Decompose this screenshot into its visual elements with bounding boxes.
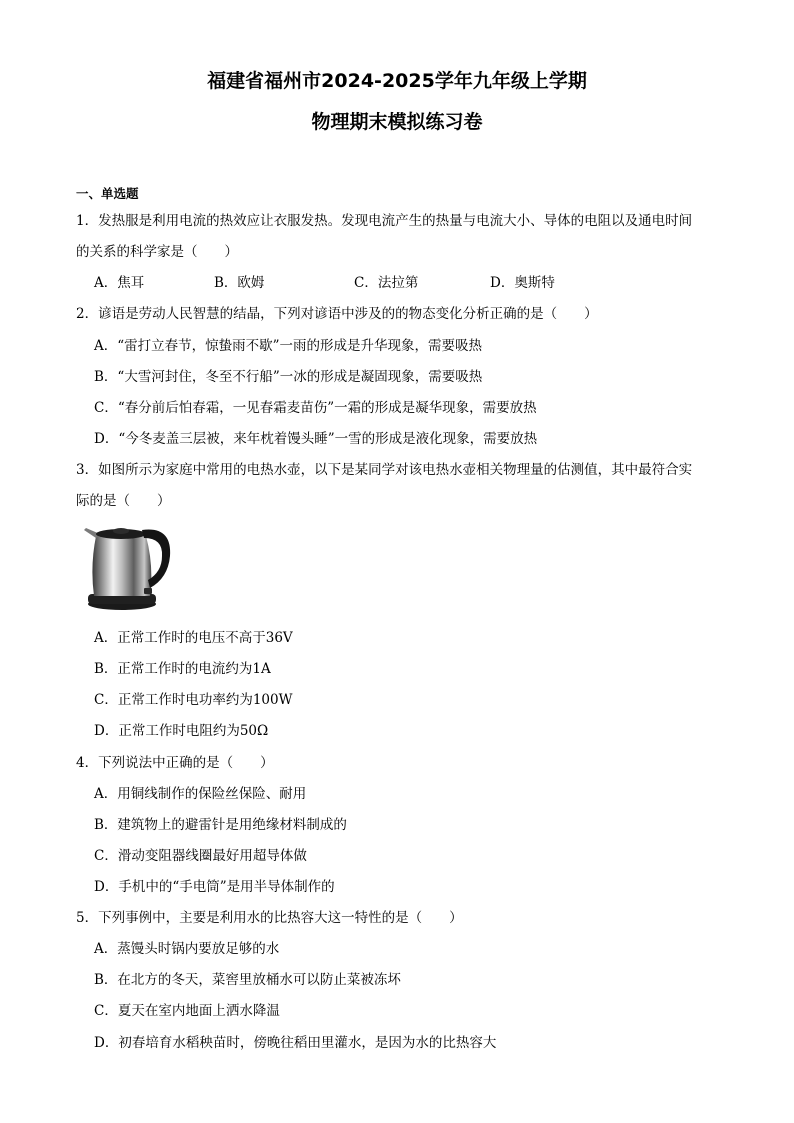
question-3-option-c: C．正常工作时电功率约为100W bbox=[94, 692, 293, 708]
electric-kettle-image bbox=[82, 516, 174, 612]
question-3-option-d: D．正常工作时电阻约为50Ω bbox=[94, 723, 269, 739]
question-2-stem: 2．谚语是劳动人民智慧的结晶，下列对谚语中涉及的的物态变化分析正确的是（ ） bbox=[76, 306, 598, 322]
question-5-option-b: B．在北方的冬天，菜窖里放桶水可以防止菜被冻坏 bbox=[94, 972, 401, 988]
exam-title-line-1: 福建省福州市2024-2025学年九年级上学期 bbox=[207, 70, 587, 92]
question-5-option-a: A．蒸馒头时锅内要放足够的水 bbox=[94, 941, 280, 957]
question-2-option-b: B．“大雪河封住，冬至不行船”一冰的形成是凝固现象，需要吸热 bbox=[94, 369, 483, 385]
question-2-option-d: D．“今冬麦盖三层被，来年枕着馒头睡”一雪的形成是液化现象，需要放热 bbox=[94, 431, 538, 447]
question-5-option-c: C．夏天在室内地面上洒水降温 bbox=[94, 1003, 280, 1019]
question-4-option-d: D．手机中的“手电筒”是用半导体制作的 bbox=[94, 879, 335, 895]
question-4-option-a: A．用铜线制作的保险丝保险、耐用 bbox=[94, 786, 307, 802]
question-1-option-a: A．焦耳 bbox=[94, 275, 145, 291]
question-3-stem-line-2: 际的是（ ） bbox=[76, 493, 171, 509]
question-1-option-c: C．法拉第 bbox=[354, 275, 419, 291]
question-5-stem: 5．下列事例中，主要是利用水的比热容大这一特性的是（ ） bbox=[76, 910, 463, 926]
question-1-option-b: B．欧姆 bbox=[214, 275, 265, 291]
question-4-option-c: C．滑动变阻器线圈最好用超导体做 bbox=[94, 848, 307, 864]
question-2-option-c: C．“春分前后怕春霜，一见春霜麦苗伤”一霜的形成是凝华现象，需要放热 bbox=[94, 400, 537, 416]
question-1-option-d: D．奥斯特 bbox=[490, 275, 555, 291]
question-1-stem-line-1: 1．发热服是利用电流的热效应让衣服发热。发现电流产生的热量与电流大小、导体的电阻以及通电时间 bbox=[76, 213, 693, 229]
question-5-option-d: D．初春培育水稻秧苗时，傍晚往稻田里灌水，是因为水的比热容大 bbox=[94, 1035, 497, 1051]
question-4-stem: 4．下列说法中正确的是（ ） bbox=[76, 755, 274, 771]
section-header: 一、单选题 bbox=[76, 186, 139, 201]
question-3-option-a: A．正常工作时的电压不高于36V bbox=[94, 630, 293, 646]
question-3-stem-line-1: 3．如图所示为家庭中常用的电热水壶，以下是某同学对该电热水壶相关物理量的估测值，其中最符合实 bbox=[76, 462, 693, 478]
question-4-option-b: B．建筑物上的避雷针是用绝缘材料制成的 bbox=[94, 817, 347, 833]
question-2-option-a: A．“雷打立春节，惊蛰雨不歇”一雨的形成是升华现象，需要吸热 bbox=[94, 338, 483, 354]
exam-title-line-2: 物理期末模拟练习卷 bbox=[311, 111, 483, 133]
question-1-stem-line-2: 的关系的科学家是（ ） bbox=[76, 244, 238, 260]
question-3-option-b: B．正常工作时的电流约为1A bbox=[94, 661, 271, 677]
